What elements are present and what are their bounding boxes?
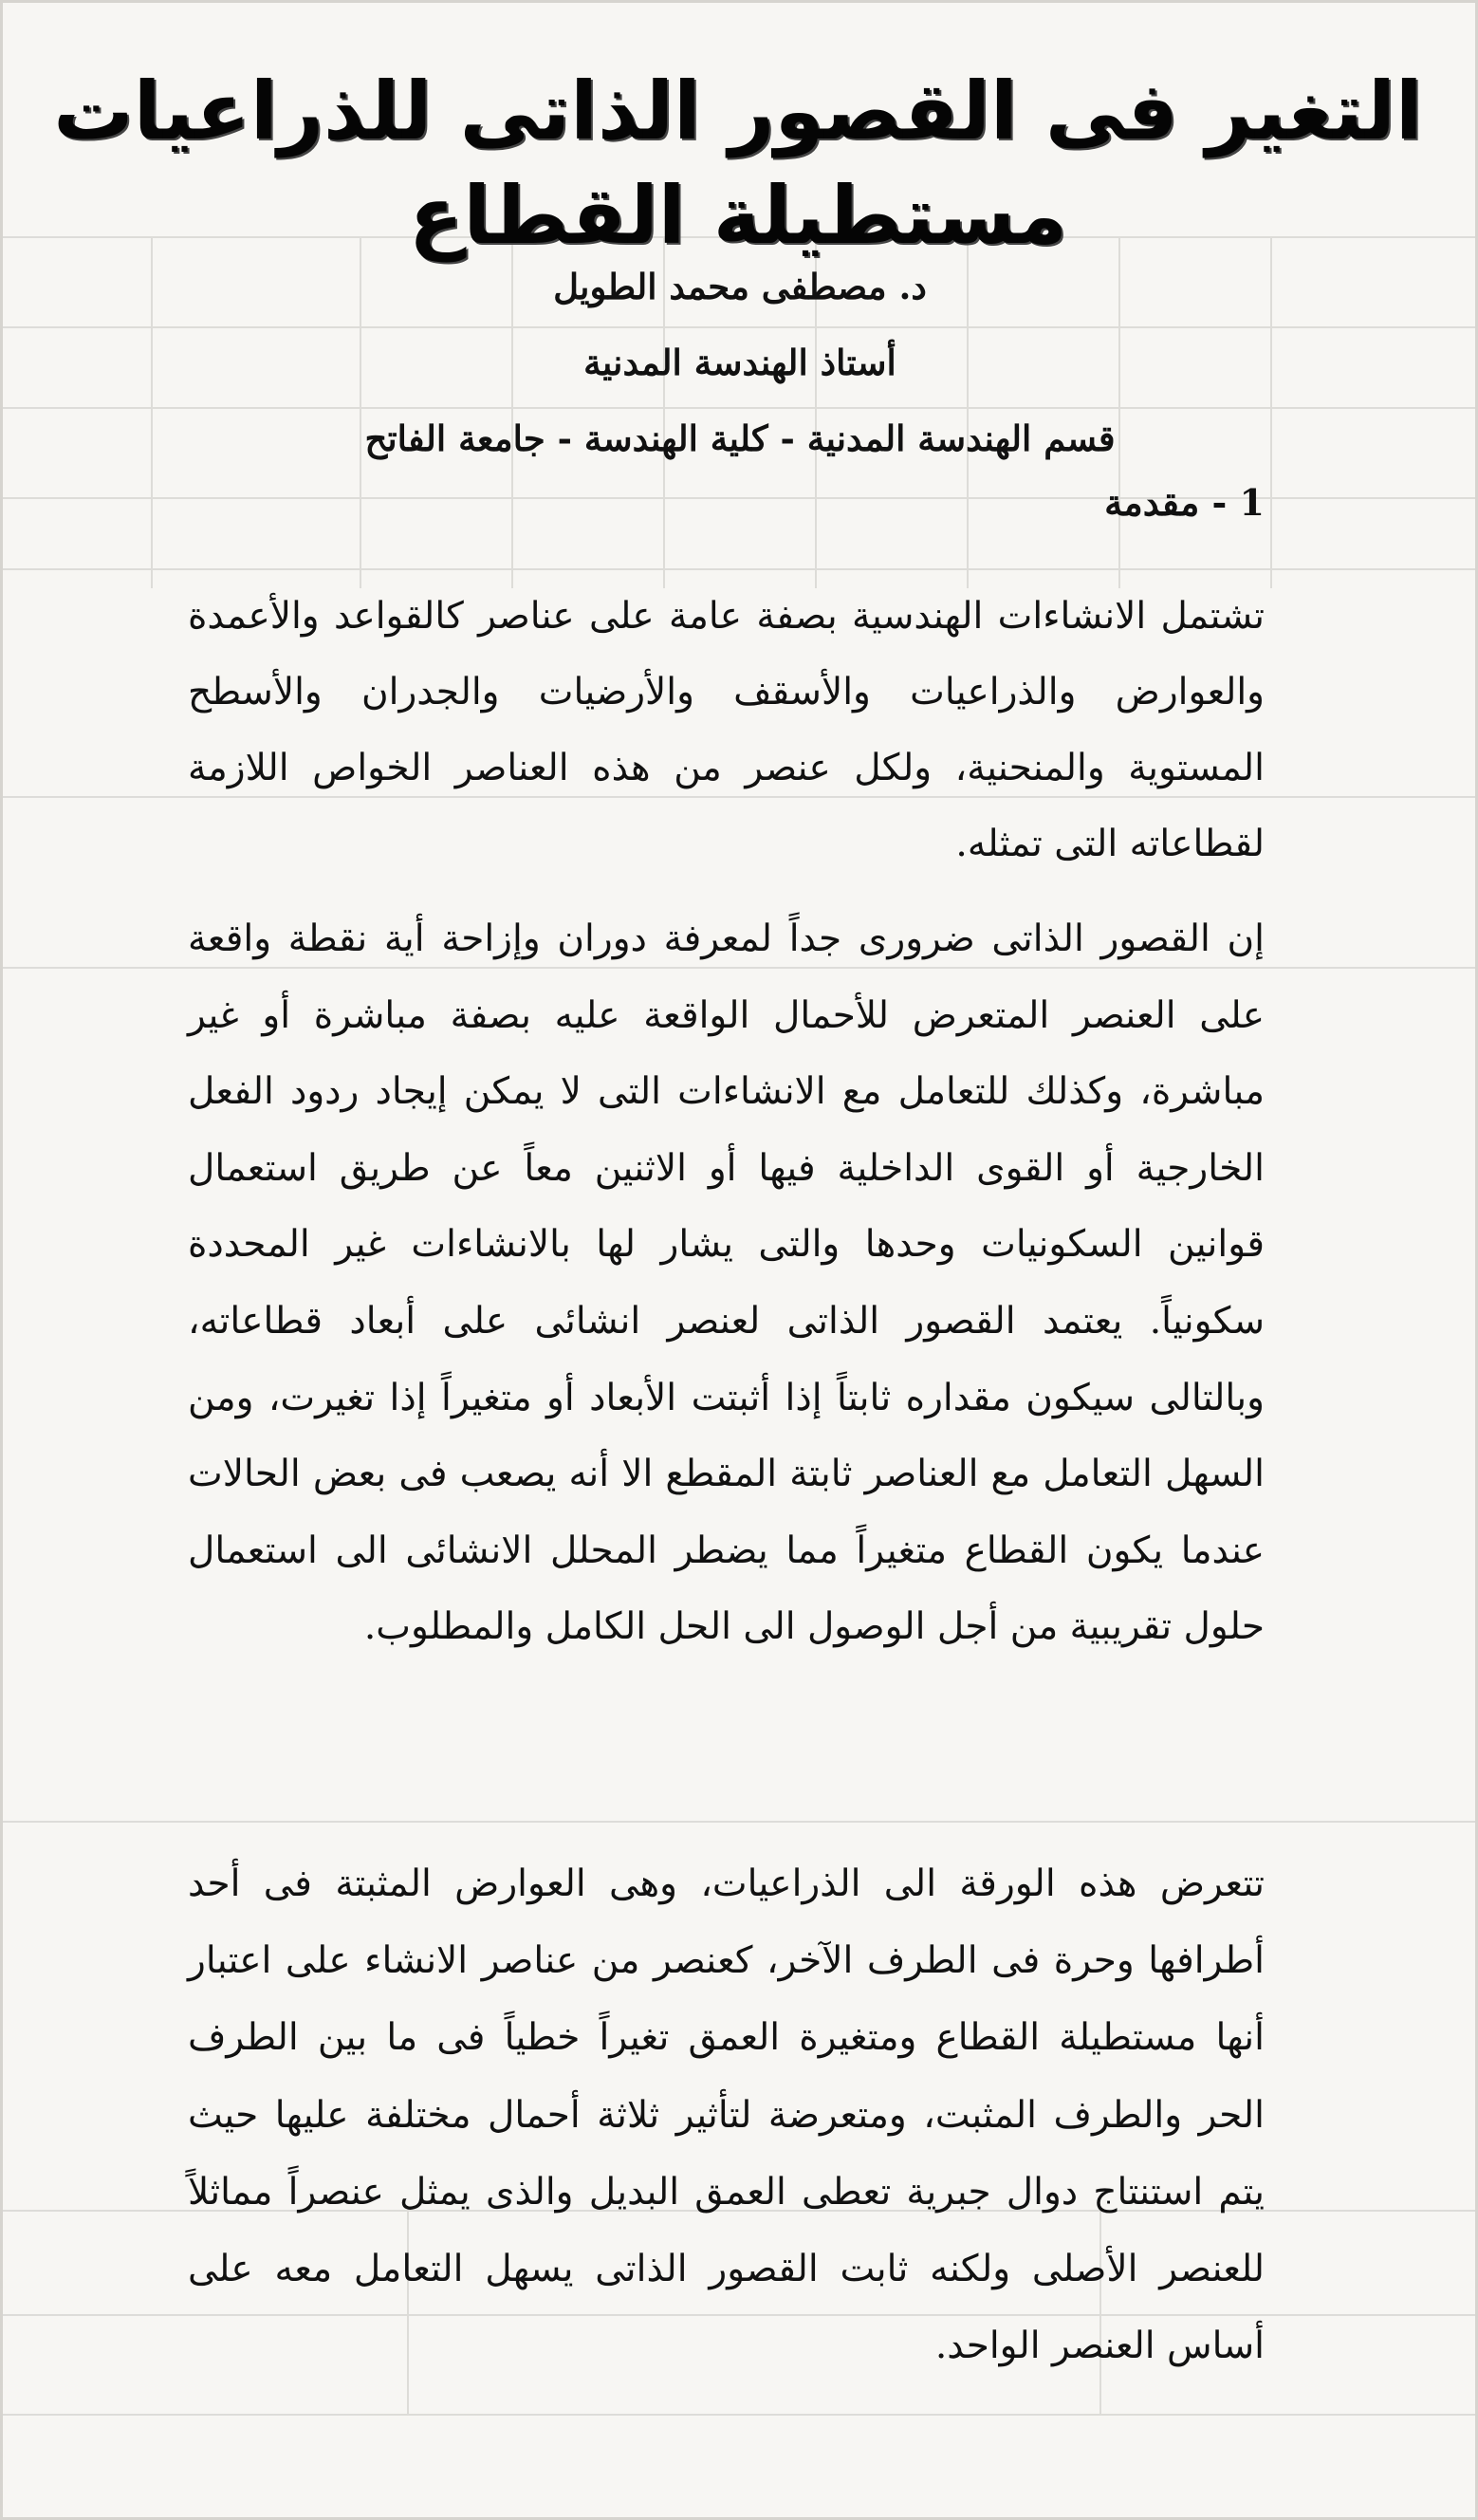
author-name: د. مصطفى محمد الطويل [553, 266, 927, 307]
paragraph-2: إن القصور الذاتى ضرورى جداً لمعرفة دوران وإزاحة أية نقطة واقعة على العنصر المتعرض للأحمال الواقعة عليه بصفة مباشرة أو غير مباشرة، وكذلك للتعامل مع الانشاءات التى لا يمكن إيجاد ردود الفعل الخارجية أو القوى الداخلية فيها أو الاثنين معاً عن طريق استعمال قوانين السكونيات وحدها والتى يشار لها بالانشاءات غير المحددة سكونياً. يعتمد القصور الذاتى لعنصر انشائى على أبعاد قطاعاته، وبالتالى سيكون مقداره ثابتاً إذا أثبتت الأبعاد أو متغيراً إذا تغيرت، ومن السهل التعامل مع العناصر ثابتة المقطع الا أنه يصعب فى بعض الحالات عندما يكون القطاع متغيراً مما يضطر المحلل الانشائى الى استعمال حلول تقريبية من أجل الوصول الى الحل الكامل والمطلوب. [188, 917, 1265, 1649]
author-position: أستاذ الهندسة المدنية [583, 342, 896, 383]
author-block [266, 249, 1214, 476]
author-affiliation: قسم الهندسة المدنية - كلية الهندسة - جامعة الفاتح [364, 417, 1116, 459]
article-title: التغير فى القصور الذاتى للذراعيات مستطيلة القطاع [53, 65, 1423, 262]
section-heading: 1 - مقدمة [1104, 481, 1265, 524]
paragraph-3: تتعرض هذه الورقة الى الذراعيات، وهى العوارض المثبتة فى أحد أطرافها وحرة فى الطرف الآخر، كعنصر من عناصر الانشاء على اعتبار أنها مستطيلة القطاع ومتغيرة العمق تغيراً خطياً فى ما بين الطرف الحر والطرف المثبت، ومتعرضة لتأثير ثلاثة أحمال مختلفة عليها حيث يتم استنتاج دوال جبرية تعطى العمق البديل والذى يمثل عنصراً مماثلاً للعنصر الأصلى ولكنه ثابت القصور الذاتى يسهل التعامل معه على أساس العنصر الواحد. [188, 1862, 1265, 2368]
paragraph-1: تشتمل الانشاءات الهندسية بصفة عامة على عناصر كالقواعد والأعمدة والعوارض والذراعيات والأسقف والأرضيات والجدران والأسطح المستوية والمنحنية، ولكل عنصر من هذه العناصر الخواص اللازمة لقطاعاته التى تمثله. [188, 595, 1265, 865]
